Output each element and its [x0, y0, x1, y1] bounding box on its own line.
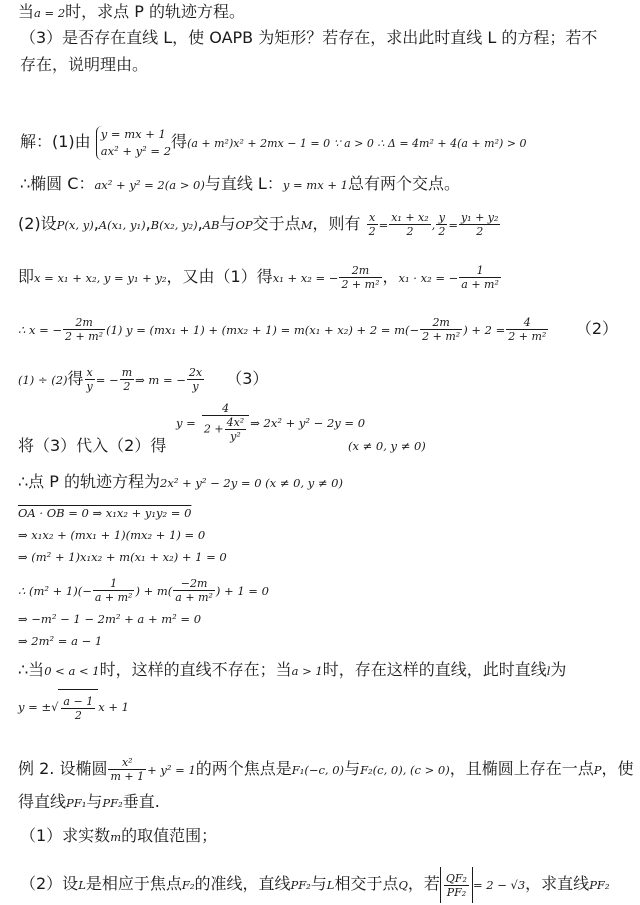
math-inline: (1) y = (mx₁ + 1) + (mx₂ + 1) = m(x₁ + x₂) + 2 = m(− — [106, 323, 420, 337]
math-inline: ∴ x = − — [18, 323, 63, 337]
text: 是相应于焦点 — [85, 874, 182, 893]
ellipse-conclusion-line — [20, 174, 460, 195]
fraction: $\frac{a - 1}{2}$ — [63, 695, 94, 722]
text: ，则有 — [312, 214, 361, 233]
fraction: $\frac{\text{x²}}{m + 1}$ — [110, 756, 145, 783]
math-inline: OP — [235, 218, 253, 232]
text: ， — [382, 267, 399, 286]
fraction: $\frac{1}{\text{a + m²}}$ — [94, 577, 133, 604]
derivation-line — [18, 630, 102, 651]
text: ，又由（1）得 — [166, 267, 273, 286]
text: 与 — [86, 792, 103, 811]
text: 与 — [344, 759, 361, 778]
text: 例 2. 设椭圆 — [18, 759, 108, 778]
text: 与 — [310, 874, 327, 893]
text: 将（3）代入（2）得 — [18, 436, 167, 455]
text: 即 — [18, 267, 35, 286]
math-inline: F₂ — [181, 878, 195, 892]
line-equation-answer — [18, 688, 129, 726]
system-eq-2: ax² + y² = 2 — [100, 143, 172, 158]
fraction: $\frac{-2m}{\text{a + m²}}$ — [175, 577, 213, 604]
fraction: $\frac{\text{4x²}}{\text{y²}}$ — [226, 416, 245, 443]
math-inline: x₁ + x₂ = − — [272, 271, 339, 285]
fraction: $\frac{2m}{\text{2 + m²}}$ — [65, 316, 104, 343]
text: 为 — [550, 660, 567, 679]
math-inline: P — [593, 763, 602, 777]
text: ，且椭圆上存在一点 — [449, 759, 594, 778]
math-inline: PF₂ — [102, 796, 123, 810]
example-2-line — [18, 752, 633, 787]
dot-product-line — [18, 502, 191, 523]
text: 垂直. — [122, 792, 160, 811]
math-inline: ∴ (m² + 1)(− — [18, 584, 92, 598]
solution-2-setup-line — [18, 210, 501, 239]
example-2-part-1 — [20, 826, 217, 847]
math-inline: = — [378, 218, 389, 232]
math-inline: y = — [176, 416, 196, 430]
problem-condition-line — [18, 2, 245, 23]
math-inline: m — [110, 830, 122, 844]
text: 得 — [67, 369, 84, 388]
math-inline: F₁(−c, 0) — [291, 763, 345, 777]
fraction: $\frac{\text{x₁ + x₂}}{2}$ — [391, 211, 429, 238]
fraction: $\frac{x}{2}$ — [368, 211, 376, 238]
math-inline: ) + 2 = — [463, 323, 506, 337]
solution-1-line — [20, 122, 526, 164]
math-inline: B(x₂, y₂) — [150, 218, 198, 232]
math-inline: x + 1 — [98, 700, 129, 714]
text: 解：(1)由 — [20, 132, 91, 151]
fraction: $\frac{2m}{\text{2 + m²}}$ — [422, 316, 461, 343]
text: 得 — [171, 132, 188, 151]
derivation-line — [18, 608, 201, 629]
compound-fraction: 4 2 + $\frac{\text{4x²}}{\text{y²}}$ — [202, 402, 249, 443]
fraction: $\frac{\text{y₁ + y₂}}{2}$ — [460, 211, 499, 238]
math-inline: + y² = 1 — [147, 763, 196, 777]
text: ，求直线 — [525, 874, 590, 893]
substitution-formula-line — [176, 398, 365, 447]
math-inline: L — [78, 878, 86, 892]
fraction: $\frac{4}{\text{2 + m²}}$ — [508, 316, 547, 343]
text: ，使 — [601, 759, 634, 778]
math-inline: P(x, y) — [56, 218, 94, 232]
math-inline: OA · OB = 0 ⇒ x₁x₂ + y₁y₂ = 0 — [18, 506, 192, 520]
math-inline: a = 2 — [34, 6, 66, 20]
text: 得直线 — [18, 792, 67, 811]
math-inline: y = ± — [18, 700, 52, 714]
text: 时，这样的直线不存在；当 — [99, 660, 292, 679]
text: , — [93, 214, 99, 233]
question-3-line-cont — [20, 55, 148, 75]
sum-product-line — [18, 262, 502, 293]
math-inline: (a + m²)x² + 2mx − 1 = 0 ∵ a > 0 ∴ Δ = 4m² + 4(a + m²) > 0 — [187, 137, 527, 150]
text: 交于点 — [252, 214, 301, 233]
math-inline: x = x₁ + x₂, y = y₁ + y₂ — [34, 271, 167, 285]
text: 当 — [18, 2, 35, 21]
text: 的准线，直线 — [194, 874, 291, 893]
math-inline: F₂(c, 0), (c > 0) — [360, 763, 450, 777]
text: （3）是否存在直线 L，使 OAPB 为矩形？若存在，求出此时直线 L 的方程；若不 — [20, 28, 598, 47]
math-inline: Q — [398, 878, 408, 892]
derivation-line — [18, 574, 269, 607]
locus-equation-line — [18, 472, 343, 493]
text: 总有两个交点。 — [347, 174, 460, 193]
math-inline: (x ≠ 0, y ≠ 0) — [348, 439, 426, 453]
math-inline: = — [448, 218, 458, 232]
fraction: $\frac{2x}{y}$ — [188, 366, 203, 393]
text: ∴当 — [18, 660, 45, 679]
existence-conclusion-line — [18, 660, 566, 681]
math-inline: L — [326, 878, 335, 892]
math-inline: ax² + y² = 2(a > 0) — [94, 178, 205, 192]
text: 时，求点 P 的轨迹方程。 — [65, 2, 245, 21]
text: , — [145, 214, 151, 233]
math-inline: M — [300, 218, 313, 232]
text: 时，存在这样的直线，此时直线 — [322, 660, 547, 679]
text: （1）求实数 — [20, 826, 111, 845]
math-inline: = − — [95, 373, 119, 387]
math-inline: (1) ÷ (2) — [18, 373, 68, 387]
example-2-line-cont — [18, 792, 160, 813]
equation-system — [96, 126, 171, 160]
math-inline: ⇒ 2x² + y² − 2y = 0 — [250, 416, 366, 430]
text: （2）设 — [20, 874, 79, 893]
fraction: $\frac{\text{QF₂}}{\text{PF₂}}$ — [445, 871, 467, 899]
sqrt-expression: √ $\frac{a - 1}{2}$ — [51, 689, 98, 726]
text: ，若 — [407, 874, 440, 893]
math-inline: ) + m( — [135, 584, 173, 598]
text: 相交于点 — [334, 874, 399, 893]
text: 的两个焦点是 — [195, 759, 292, 778]
absolute-ratio — [440, 867, 473, 903]
fraction: $\frac{m}{2}$ — [121, 366, 133, 393]
fraction: $\frac{y}{2}$ — [438, 211, 446, 238]
math-inline: 0 < a < 1 — [44, 664, 100, 678]
text: , — [197, 214, 203, 233]
system-eq-1: y = mx + 1 — [100, 126, 166, 141]
math-inline: PF₁ — [66, 796, 87, 810]
fraction: $\frac{1}{\text{a + m²}}$ — [461, 264, 499, 291]
example-2-part-2 — [20, 866, 610, 903]
math-inline: PF₂ — [290, 878, 311, 892]
equation-number: （2） — [575, 319, 618, 338]
math-inline: ⇒ −m² − 1 − 2m² + a + m² = 0 — [18, 612, 202, 626]
substitute-line — [18, 436, 426, 456]
question-3-line — [20, 28, 597, 48]
math-inline: y = mx + 1 — [282, 178, 348, 192]
text: ∴椭圆 C： — [20, 174, 95, 193]
math-inline: ) + 1 = 0 — [215, 584, 269, 598]
text: 存在，说明理由。 — [20, 55, 149, 74]
math-inline: l — [546, 664, 551, 678]
math-inline: a > 1 — [291, 664, 323, 678]
text: 与直线 L： — [204, 174, 283, 193]
text: 的取值范围； — [121, 826, 218, 845]
math-inline: ⇒ x₁x₂ + (mx₁ + 1)(mx₂ + 1) = 0 — [18, 528, 206, 542]
math-inline: ⇒ 2m² = a − 1 — [18, 634, 103, 648]
eq-3-line — [18, 364, 268, 395]
fraction: $\frac{x}{y}$ — [86, 366, 93, 393]
math-inline: x₁ · x₂ = − — [398, 271, 459, 285]
math-inline: AB — [202, 218, 220, 232]
math-inline: A(x₁, y₁) — [98, 218, 146, 232]
math-inline: = 2 − √3 — [472, 878, 526, 892]
derivation-line — [18, 524, 205, 545]
derivation-line — [18, 546, 227, 567]
math-inline: ⇒ (m² + 1)x₁x₂ + m(x₁ + x₂) + 1 = 0 — [18, 550, 227, 564]
math-inline: , — [431, 218, 436, 232]
text: ∴点 P 的轨迹方程为 — [18, 472, 161, 491]
text: 与 — [219, 214, 236, 233]
text: (2)设 — [18, 214, 57, 233]
math-inline: 2x² + y² − 2y = 0 (x ≠ 0, y ≠ 0) — [160, 476, 343, 490]
math-inline: ⇒ m = − — [135, 373, 186, 387]
equation-number: （3） — [226, 369, 269, 388]
eq-1-2-line — [18, 314, 618, 345]
fraction: $\frac{2m}{\text{2 + m²}}$ — [341, 264, 380, 291]
math-inline: PF₂ — [589, 878, 610, 892]
